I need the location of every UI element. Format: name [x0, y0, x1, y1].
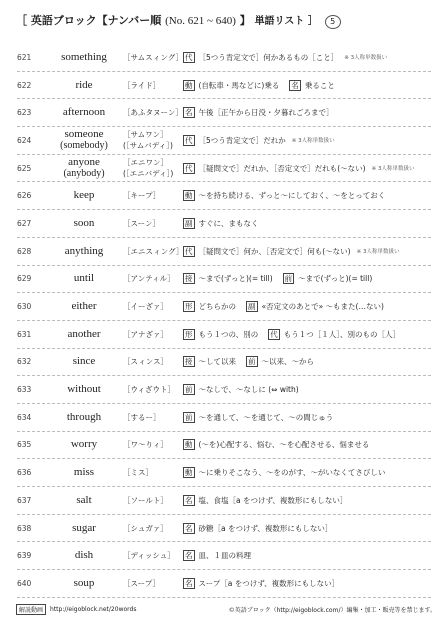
page-footer: [16, 604, 436, 615]
table-row: [17, 238, 431, 266]
word-number: 636: [17, 468, 32, 478]
table-row: [17, 404, 431, 432]
word-number: 629: [17, 274, 32, 284]
word-number: 623: [17, 108, 32, 118]
table-row: [17, 293, 431, 321]
part-of-speech-tag: 代: [185, 135, 193, 145]
english-word: [45, 218, 123, 229]
kana-text: ［ワ～りィ］: [123, 440, 168, 450]
kana-text: ［イーざァ］: [123, 302, 168, 312]
meaning-text: ～を通して、～を通じて、～の間じゅう: [198, 412, 334, 422]
part-of-speech-tag: 名: [291, 80, 299, 90]
english-word: [45, 578, 123, 589]
pronunciation: [123, 301, 183, 312]
pronunciation: [123, 523, 183, 534]
meaning-text: (～を)心配する、悩む、～を心配させる、悩ませる: [198, 440, 370, 450]
word-text: anything: [64, 244, 104, 257]
table-row: [17, 99, 431, 127]
pronunciation: [123, 129, 183, 151]
definition: [183, 356, 431, 367]
part-of-speech-tag: 代: [185, 163, 193, 173]
pronunciation: [123, 52, 183, 63]
pronunciation: [123, 467, 183, 478]
english-word: [45, 412, 123, 423]
second-meaning: [268, 329, 400, 340]
word-text: through: [66, 410, 102, 423]
part-of-speech-tag: 動: [185, 80, 193, 90]
kana-text: ［するー］: [123, 412, 161, 422]
number-range: (No. 621 ~ 640): [165, 15, 236, 27]
pronunciation: [123, 384, 183, 395]
word-number: 639: [17, 551, 32, 561]
pronunciation: [123, 80, 183, 91]
meaning-text: ～なしで、～なしに (⇔ with): [198, 385, 299, 395]
kana-text: ［ソールト］: [123, 495, 168, 505]
word-number: 640: [17, 578, 32, 588]
part-of-speech-tag: 接: [185, 357, 193, 367]
usage-note: ※ 3人称単数扱い: [344, 55, 388, 62]
word-number: 621: [17, 52, 32, 62]
word-number: 637: [17, 495, 32, 505]
meaning-text: ～に乗りそこなう、～をのがす、～がいなくてさびしい: [198, 468, 386, 478]
kana-text: ［エニスィング］: [123, 246, 184, 256]
part-of-speech-tag: 形: [185, 302, 193, 312]
table-row: [17, 127, 431, 155]
word-number: 638: [17, 523, 32, 533]
table-row: [17, 487, 431, 515]
word-number: 624: [17, 135, 32, 145]
part-of-speech-tag: 形: [185, 329, 193, 339]
word-text: soon: [73, 216, 95, 229]
page-subtitle: 単語リスト ］: [254, 16, 318, 27]
meaning-text: ～まで(ずっと)(= till): [198, 274, 273, 284]
pronunciation: [123, 273, 183, 284]
definition: [183, 273, 431, 284]
definition: [183, 495, 431, 506]
word-alternate: (anybody): [63, 168, 105, 180]
word-number: 625: [17, 163, 32, 173]
word-text: dish: [74, 549, 94, 562]
kana-text: ［エニワン］: [123, 158, 168, 168]
meaning-text: ～以来、～から: [261, 357, 314, 367]
kana-alternate: (［エニバディ］): [123, 169, 174, 179]
part-of-speech-tag: 動: [185, 191, 193, 201]
video-link[interactable]: http://eigoblock.net/20words: [50, 606, 137, 613]
english-word: [45, 157, 123, 179]
part-of-speech-tag: 副: [185, 218, 193, 228]
kana-text: ［アナざァ］: [123, 329, 168, 339]
kana-text: ［ディッシュ］: [123, 551, 175, 561]
table-row: [17, 542, 431, 570]
word-number: 634: [17, 412, 32, 422]
pronunciation: [123, 190, 183, 201]
second-meaning: [246, 301, 384, 312]
word-text: someone: [64, 128, 104, 141]
kana-text: ［アンティル］: [123, 274, 175, 284]
part-of-speech-tag: 副: [248, 302, 256, 312]
word-number: 626: [17, 191, 32, 201]
table-row: [17, 210, 431, 238]
english-word: [45, 80, 123, 91]
usage-note: ※ 3人称単数扱い: [371, 166, 415, 173]
meaning-text: 乗ること: [304, 80, 335, 90]
meaning-text: ［5つう肯定文で］だれか: [198, 135, 286, 145]
english-word: [45, 52, 123, 63]
meaning-text: もう１つの、別の: [198, 329, 259, 339]
english-word: [45, 301, 123, 312]
definition: [183, 550, 431, 561]
definition: [183, 384, 431, 395]
page-number-badge: 5: [325, 15, 341, 29]
word-text: until: [73, 272, 95, 285]
pronunciation: [123, 550, 183, 561]
pronunciation: [123, 246, 183, 257]
english-word: [45, 467, 123, 478]
word-text: keep: [73, 189, 95, 202]
word-number: 627: [17, 218, 32, 228]
word-text: either: [71, 300, 97, 313]
kana-text: ［あふタヌーン］: [123, 108, 183, 118]
kana-text: ［ライド］: [123, 80, 161, 90]
word-text: afternoon: [62, 106, 106, 119]
table-row: [17, 349, 431, 377]
kana-text: ［キープ］: [123, 191, 161, 201]
part-of-speech-tag: 名: [185, 578, 193, 588]
meaning-text: (自転車・馬などに)乗る: [198, 80, 280, 90]
definition: [183, 523, 431, 534]
pronunciation: [123, 356, 183, 367]
meaning-text: どちらかの: [198, 302, 236, 312]
meaning-text: ～して以来: [198, 357, 236, 367]
english-word: [45, 439, 123, 450]
part-of-speech-tag: 名: [185, 551, 193, 561]
second-meaning: [289, 80, 335, 91]
part-of-speech-tag: 動: [185, 468, 193, 478]
definition: [183, 578, 431, 589]
english-word: [45, 523, 123, 534]
word-text: since: [72, 355, 96, 368]
word-text: sugar: [72, 521, 96, 534]
part-of-speech-tag: 名: [185, 523, 193, 533]
definition: [183, 190, 431, 201]
second-meaning: [283, 273, 373, 284]
table-row: [17, 570, 431, 598]
kana-text: ［スィンス］: [123, 357, 168, 367]
part-of-speech-tag: 代: [185, 52, 193, 62]
meaning-text: ～を持ち続ける、ずっと～にしておく、～をとっておく: [198, 191, 386, 201]
word-number: 632: [17, 357, 32, 367]
word-number: 630: [17, 302, 32, 312]
part-of-speech-tag: 前: [248, 357, 256, 367]
definition: [183, 80, 431, 91]
second-meaning: [246, 356, 314, 367]
word-text: something: [61, 50, 107, 63]
part-of-speech-tag: 代: [270, 329, 278, 339]
meaning-text: ［5つう肯定文で］何かあるもの［こと］: [198, 52, 339, 62]
copyright-text: ©英語ブロック（http://eigoblock.com/）編集・加工・販売等を禁じます。: [228, 607, 436, 614]
table-row: [17, 266, 431, 294]
english-word: [45, 356, 123, 367]
title-bracket: 】: [239, 14, 251, 27]
usage-note: ※ 3人称単数扱い: [356, 249, 400, 256]
pronunciation: [123, 495, 183, 506]
definition: [183, 246, 431, 257]
table-row: [17, 72, 431, 100]
word-number: 622: [17, 80, 32, 90]
word-text: miss: [73, 466, 95, 479]
word-text: ride: [75, 78, 93, 91]
part-of-speech-tag: 代: [185, 246, 193, 256]
kana-text: ［スープ］: [123, 578, 160, 588]
kana-text: ［サムワン］: [123, 130, 168, 140]
definition: [183, 467, 431, 478]
word-text: another: [67, 327, 101, 340]
word-number: 631: [17, 329, 32, 339]
english-word: [45, 550, 123, 561]
pronunciation: [123, 578, 183, 589]
table-row: [17, 155, 431, 183]
pronunciation: [123, 218, 183, 229]
video-button[interactable]: 解説動画: [16, 604, 46, 615]
kana-text: ［ミス］: [123, 468, 153, 478]
word-number: 635: [17, 440, 32, 450]
word-text: without: [67, 383, 101, 396]
english-word: [45, 273, 123, 284]
kana-text: ［シュガァ］: [123, 523, 168, 533]
part-of-speech-tag: 動: [185, 440, 193, 450]
definition: [183, 52, 431, 63]
meaning-text: 砂糖［a をつけず、複数形にもしない］: [198, 523, 333, 533]
meaning-text: もう１つ［１人］、別のもの［人］: [283, 329, 400, 339]
word-number: 628: [17, 246, 32, 256]
pronunciation: [123, 157, 183, 179]
meaning-text: ［疑問文で］だれか、［否定文で］だれも(～ない): [198, 163, 366, 173]
meaning-text: «否定文のあとで» ～もまた(…ない): [261, 302, 384, 312]
definition: [183, 301, 431, 312]
part-of-speech-tag: 名: [185, 108, 193, 118]
pronunciation: [123, 439, 183, 450]
table-row: [17, 44, 431, 72]
word-text: anyone: [68, 156, 100, 169]
part-of-speech-tag: 名: [185, 495, 193, 505]
english-word: [45, 495, 123, 506]
definition: [183, 163, 431, 174]
meaning-text: 午後［正午から日没・夕暮れごろまで］: [198, 108, 334, 118]
part-of-speech-tag: 前: [185, 412, 193, 422]
word-text: soup: [73, 576, 95, 589]
word-alternate: (somebody): [60, 140, 108, 152]
kana-alternate: (［サムバディ］): [123, 141, 173, 151]
pronunciation: [123, 412, 183, 423]
word-list: [17, 44, 431, 598]
definition: [183, 107, 431, 118]
english-word: [45, 107, 123, 118]
kana-text: ［サムスィング］: [123, 52, 184, 62]
table-row: [17, 321, 431, 349]
english-word: [45, 190, 123, 201]
meaning-text: ～まで(ずっと)(= till): [298, 274, 373, 284]
pronunciation: [123, 107, 183, 118]
meaning-text: スープ［a をつけず、複数形にもしない］: [198, 578, 340, 588]
word-number: 633: [17, 385, 32, 395]
kana-text: ［ウィざウト］: [123, 385, 176, 395]
english-word: [45, 329, 123, 340]
english-word: [45, 246, 123, 257]
english-word: [45, 129, 123, 151]
meaning-text: 塩、食塩［a をつけず、複数形にもしない］: [198, 495, 348, 505]
part-of-speech-tag: 前: [185, 385, 193, 395]
pronunciation: [123, 329, 183, 340]
part-of-speech-tag: 前: [284, 274, 293, 284]
table-row: [17, 432, 431, 460]
definition: [183, 439, 431, 450]
kana-text: ［スーン］: [123, 218, 160, 228]
part-of-speech-tag: 接: [185, 274, 193, 284]
page-title: ［ 英語ブロック【ナンバー順: [16, 14, 162, 27]
page-header: [16, 12, 436, 34]
english-word: [45, 384, 123, 395]
definition: [183, 329, 431, 340]
word-text: salt: [76, 493, 92, 506]
usage-note: ※ 3人称単数扱い: [291, 138, 335, 145]
meaning-text: ［疑問文で］何か、［否定文で］何も(～ない): [198, 246, 351, 256]
table-row: [17, 182, 431, 210]
word-text: worry: [70, 438, 98, 451]
definition: [183, 412, 431, 423]
meaning-text: 皿、１皿の料理: [198, 551, 251, 561]
table-row: [17, 515, 431, 543]
table-row: [17, 459, 431, 487]
table-row: [17, 376, 431, 404]
definition: [183, 135, 431, 146]
meaning-text: すぐに、まもなく: [198, 218, 259, 228]
definition: [183, 218, 431, 229]
